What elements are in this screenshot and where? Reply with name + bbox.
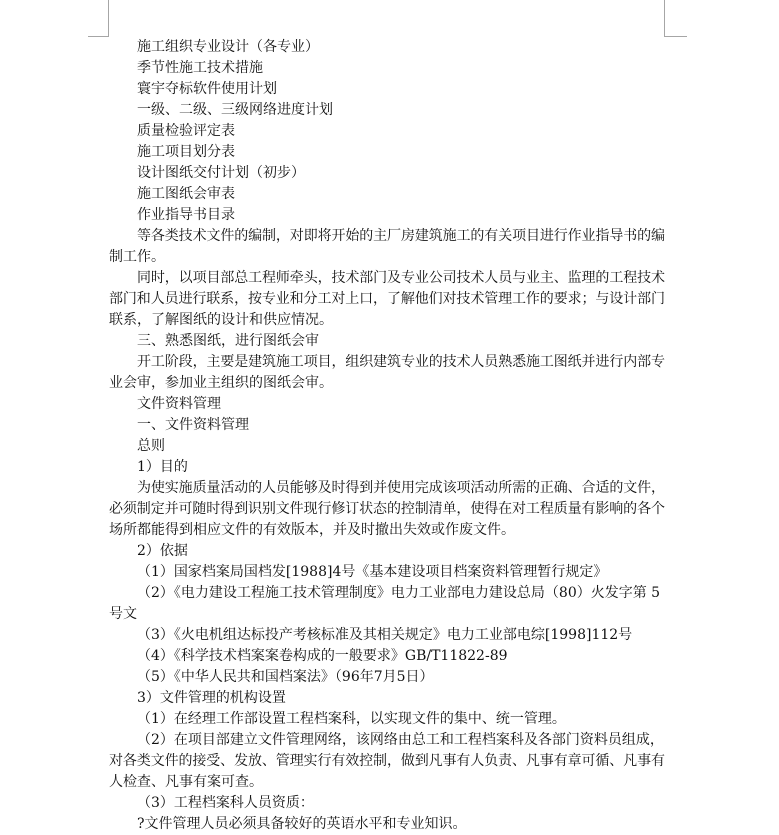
document-body [109, 37, 665, 835]
text-line: （4）《科学技术档案案卷构成的一般要求》GB/T11822-89 [137, 648, 508, 664]
text-line: （2）《电力建设工程施工技术管理制度》电力工业部电力建设总局（80）火发字第 5 [137, 585, 661, 601]
text-line: 号文 [109, 606, 137, 622]
text-line: 开工阶段，主要是建筑施工项目，组织建筑专业的技术人员熟悉施工图纸并进行内部专 [137, 354, 665, 370]
text-line: ?文件管理人员必须具备较好的英语水平和专业知识。 [137, 816, 467, 832]
text-line: 业会审，参加业主组织的图纸会审。 [109, 375, 333, 391]
text-line: 3）文件管理的机构设置 [137, 690, 286, 706]
text-line: 为使实施质量活动的人员能够及时得到并使用完成该项活动所需的正确、合适的文件， [137, 480, 665, 496]
text-line: （3）《火电机组达标投产考核标准及其相关规定》电力工业部电综[1998]112号 [137, 627, 633, 643]
text-line: （1）国家档案局国档发[1988]4号《基本建设项目档案资料管理暂行规定》 [137, 564, 608, 580]
text-line: 季节性施工技术措施 [137, 60, 263, 76]
text-line: 部门和人员进行联系，按专业和分工对上口，了解他们对技术管理工作的要求；与设计部门 [109, 291, 665, 307]
page-corner-mark-top-right [664, 0, 687, 37]
text-line: 人检查、凡事有案可查。 [109, 774, 263, 790]
text-line: 一、文件资料管理 [137, 417, 249, 433]
text-line: 施工图纸会审表 [137, 186, 235, 202]
text-line: 等各类技术文件的编制，对即将开始的主厂房建筑施工的有关项目进行作业指导书的编 [137, 228, 665, 244]
text-line: 同时，以项目部总工程师牵头，技术部门及专业公司技术人员与业主、监理的工程技术 [137, 270, 665, 286]
text-line: 质量检验评定表 [137, 123, 235, 139]
text-line: 场所都能得到相应文件的有效版本，并及时撤出失效或作废文件。 [109, 522, 515, 538]
text-line: 2）依据 [137, 543, 188, 559]
text-line: 施工项目划分表 [137, 144, 235, 160]
text-line: 必须制定并可随时得到识别文件现行修订状态的控制清单，使得在对工程质量有影响的各个 [109, 501, 665, 517]
page-corner-mark-top-left [88, 0, 109, 37]
text-line: （5）《中华人民共和国档案法》（96年7月5日） [137, 669, 434, 685]
text-line: 总则 [137, 438, 165, 454]
text-line: （3）工程档案科人员资质： [137, 795, 314, 811]
text-line: 作业指导书目录 [137, 207, 235, 223]
text-line: 文件资料管理 [137, 396, 221, 412]
text-line: 1）目的 [137, 459, 188, 475]
text-line: 三、熟悉图纸，进行图纸会审 [137, 333, 319, 349]
text-line: 寰宇夺标软件使用计划 [137, 81, 277, 97]
text-line: 制工作。 [109, 249, 165, 265]
text-line: （1）在经理工作部设置工程档案科，以实现文件的集中、统一管理。 [137, 711, 566, 727]
text-line: 设计图纸交付计划（初步） [137, 165, 305, 181]
text-line: 一级、二级、三级网络进度计划 [137, 102, 333, 118]
text-line: 施工组织专业设计（各专业） [137, 39, 319, 55]
text-line: 对各类文件的接受、发放、管理实行有效控制，做到凡事有人负责、凡事有章可循、凡事有 [109, 753, 665, 769]
text-line: （2）在项目部建立文件管理网络，该网络由总工和工程档案科及各部门资料员组成， [137, 732, 664, 748]
text-line: 联系，了解图纸的设计和供应情况。 [109, 312, 333, 328]
